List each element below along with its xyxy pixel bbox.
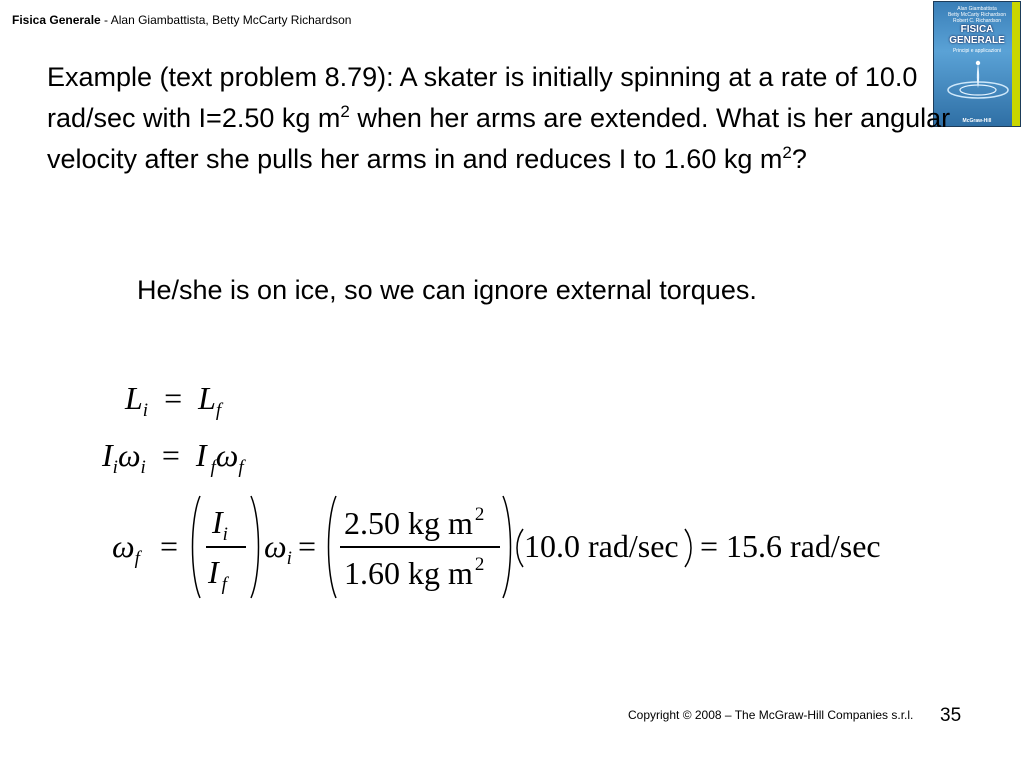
ice-note: He/she is on ice, so we can ignore external torques.: [137, 275, 757, 305]
right-paren-icon: [501, 494, 515, 600]
left-paren-icon: [514, 528, 524, 568]
cover-authors: Alan Giambattista Betty McCarty Richardson Robert C. Richardson: [947, 6, 1007, 24]
book-title: Fisica Generale: [12, 13, 101, 27]
copyright-notice: Copyright © 2008 – The McGraw-Hill Companies s.r.l.: [628, 708, 914, 722]
equation-angular-momentum-conservation: $L_i = L_f$: [125, 380, 222, 421]
equation-moment-times-omega: $I_i\omega_i = I$ $_f\omega_f$: [102, 437, 244, 478]
fraction-bar: [340, 546, 500, 548]
cover-title: FISICA GENERALE: [949, 24, 1005, 46]
cover-publisher: McGraw-Hill: [962, 118, 992, 124]
book-authors: - Alan Giambattista, Betty McCarty Richardson: [100, 13, 352, 27]
cover-subtitle: Principi e applicazioni: [952, 48, 1002, 54]
page-number: 35: [940, 705, 962, 726]
right-paren-icon: [684, 528, 694, 568]
left-paren-icon: [188, 494, 202, 600]
equation-final-omega: $\omega_f$ = $I_i$ I $_f$ $\omega_i$ = 2.50 kg m $^2$ 1.60 kg m $^2$ 10.0 rad/sec = 15.6 rad/sec: [112, 492, 902, 602]
slide-header: [12, 13, 351, 27]
right-paren-icon: [249, 494, 263, 600]
left-paren-icon: [324, 494, 338, 600]
problem-statement: Example (text problem 8.79): A skater is initially spinning at a rate of 10.0 rad/sec with I=2.50 kg $m^2$ when her arms are extended. What is her angular velocity after she pulls her arms in and reduces I to 1.60 kg $m^2$?: [47, 62, 951, 174]
fraction-bar: [206, 546, 246, 548]
